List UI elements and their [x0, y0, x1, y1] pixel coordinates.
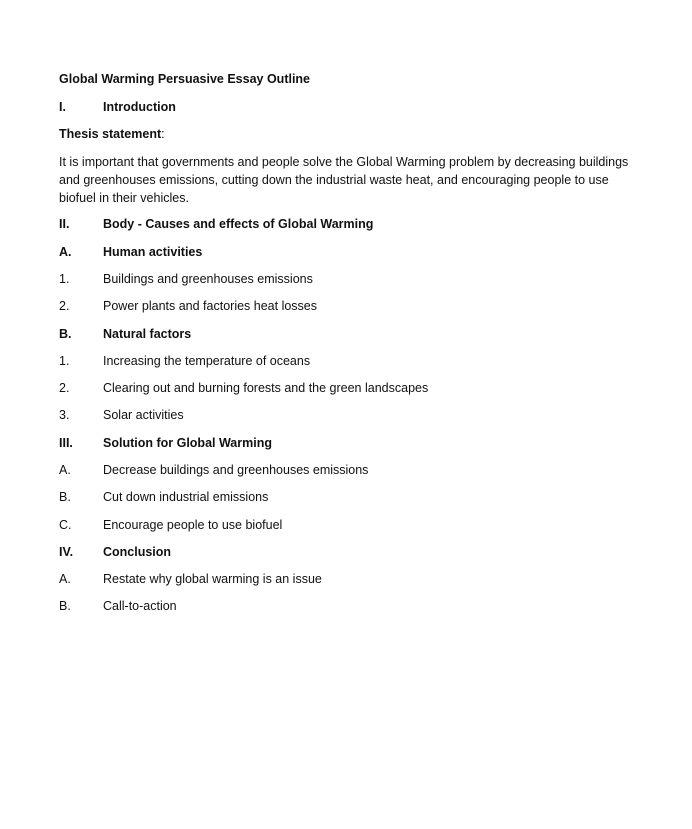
document-title: Global Warming Persuasive Essay Outline — [59, 72, 311, 86]
outline-text: Cut down industrial emissions — [103, 490, 269, 504]
outline-letter: B. — [59, 327, 72, 341]
thesis-label — [59, 127, 165, 141]
outline-letter: B. — [59, 490, 71, 504]
thesis-statement: It is important that governments and people solve the Global Warming problem by decreasing buildings and greenhouses emissions, cutting down the industrial waste heat, and encouraging people to use biofuel in their vehicles. — [59, 155, 629, 205]
outline-letter: C. — [59, 518, 72, 532]
outline-subheading: Human activities — [103, 245, 203, 259]
outline-number: 1. — [59, 354, 70, 368]
outline-text: Clearing out and burning forests and the green landscapes — [103, 381, 429, 395]
outline-number: 1. — [59, 272, 70, 286]
outline-text: Encourage people to use biofuel — [103, 518, 283, 532]
outline-number: 2. — [59, 299, 70, 313]
outline-text: Solar activities — [103, 408, 184, 422]
outline-heading: Introduction — [103, 100, 176, 114]
outline-letter: A. — [59, 245, 72, 259]
outline-text: Restate why global warming is an issue — [103, 572, 322, 586]
outline-letter: A. — [59, 463, 71, 477]
outline-heading: Solution for Global Warming — [103, 436, 272, 450]
outline-text: Decrease buildings and greenhouses emissions — [103, 463, 369, 477]
outline-heading: Body - Causes and effects of Global Warming — [103, 217, 374, 231]
outline-text: Call-to-action — [103, 599, 177, 613]
outline-subheading: Natural factors — [103, 327, 192, 341]
thesis-label-text: Thesis statement — [59, 127, 162, 141]
outline-text: Power plants and factories heat losses — [103, 299, 318, 313]
outline-heading: Conclusion — [103, 545, 172, 559]
thesis-label-colon: : — [161, 127, 165, 141]
outline-number: 2. — [59, 381, 70, 395]
outline-letter: A. — [59, 572, 71, 586]
outline-text: Increasing the temperature of oceans — [103, 354, 311, 368]
outline-number: I. — [59, 100, 66, 114]
outline-number: IV. — [59, 545, 74, 559]
outline-number: III. — [59, 436, 73, 450]
outline-number: II. — [59, 217, 70, 231]
outline-letter: B. — [59, 599, 71, 613]
outline-number: 3. — [59, 408, 70, 422]
outline-text: Buildings and greenhouses emissions — [103, 272, 313, 286]
